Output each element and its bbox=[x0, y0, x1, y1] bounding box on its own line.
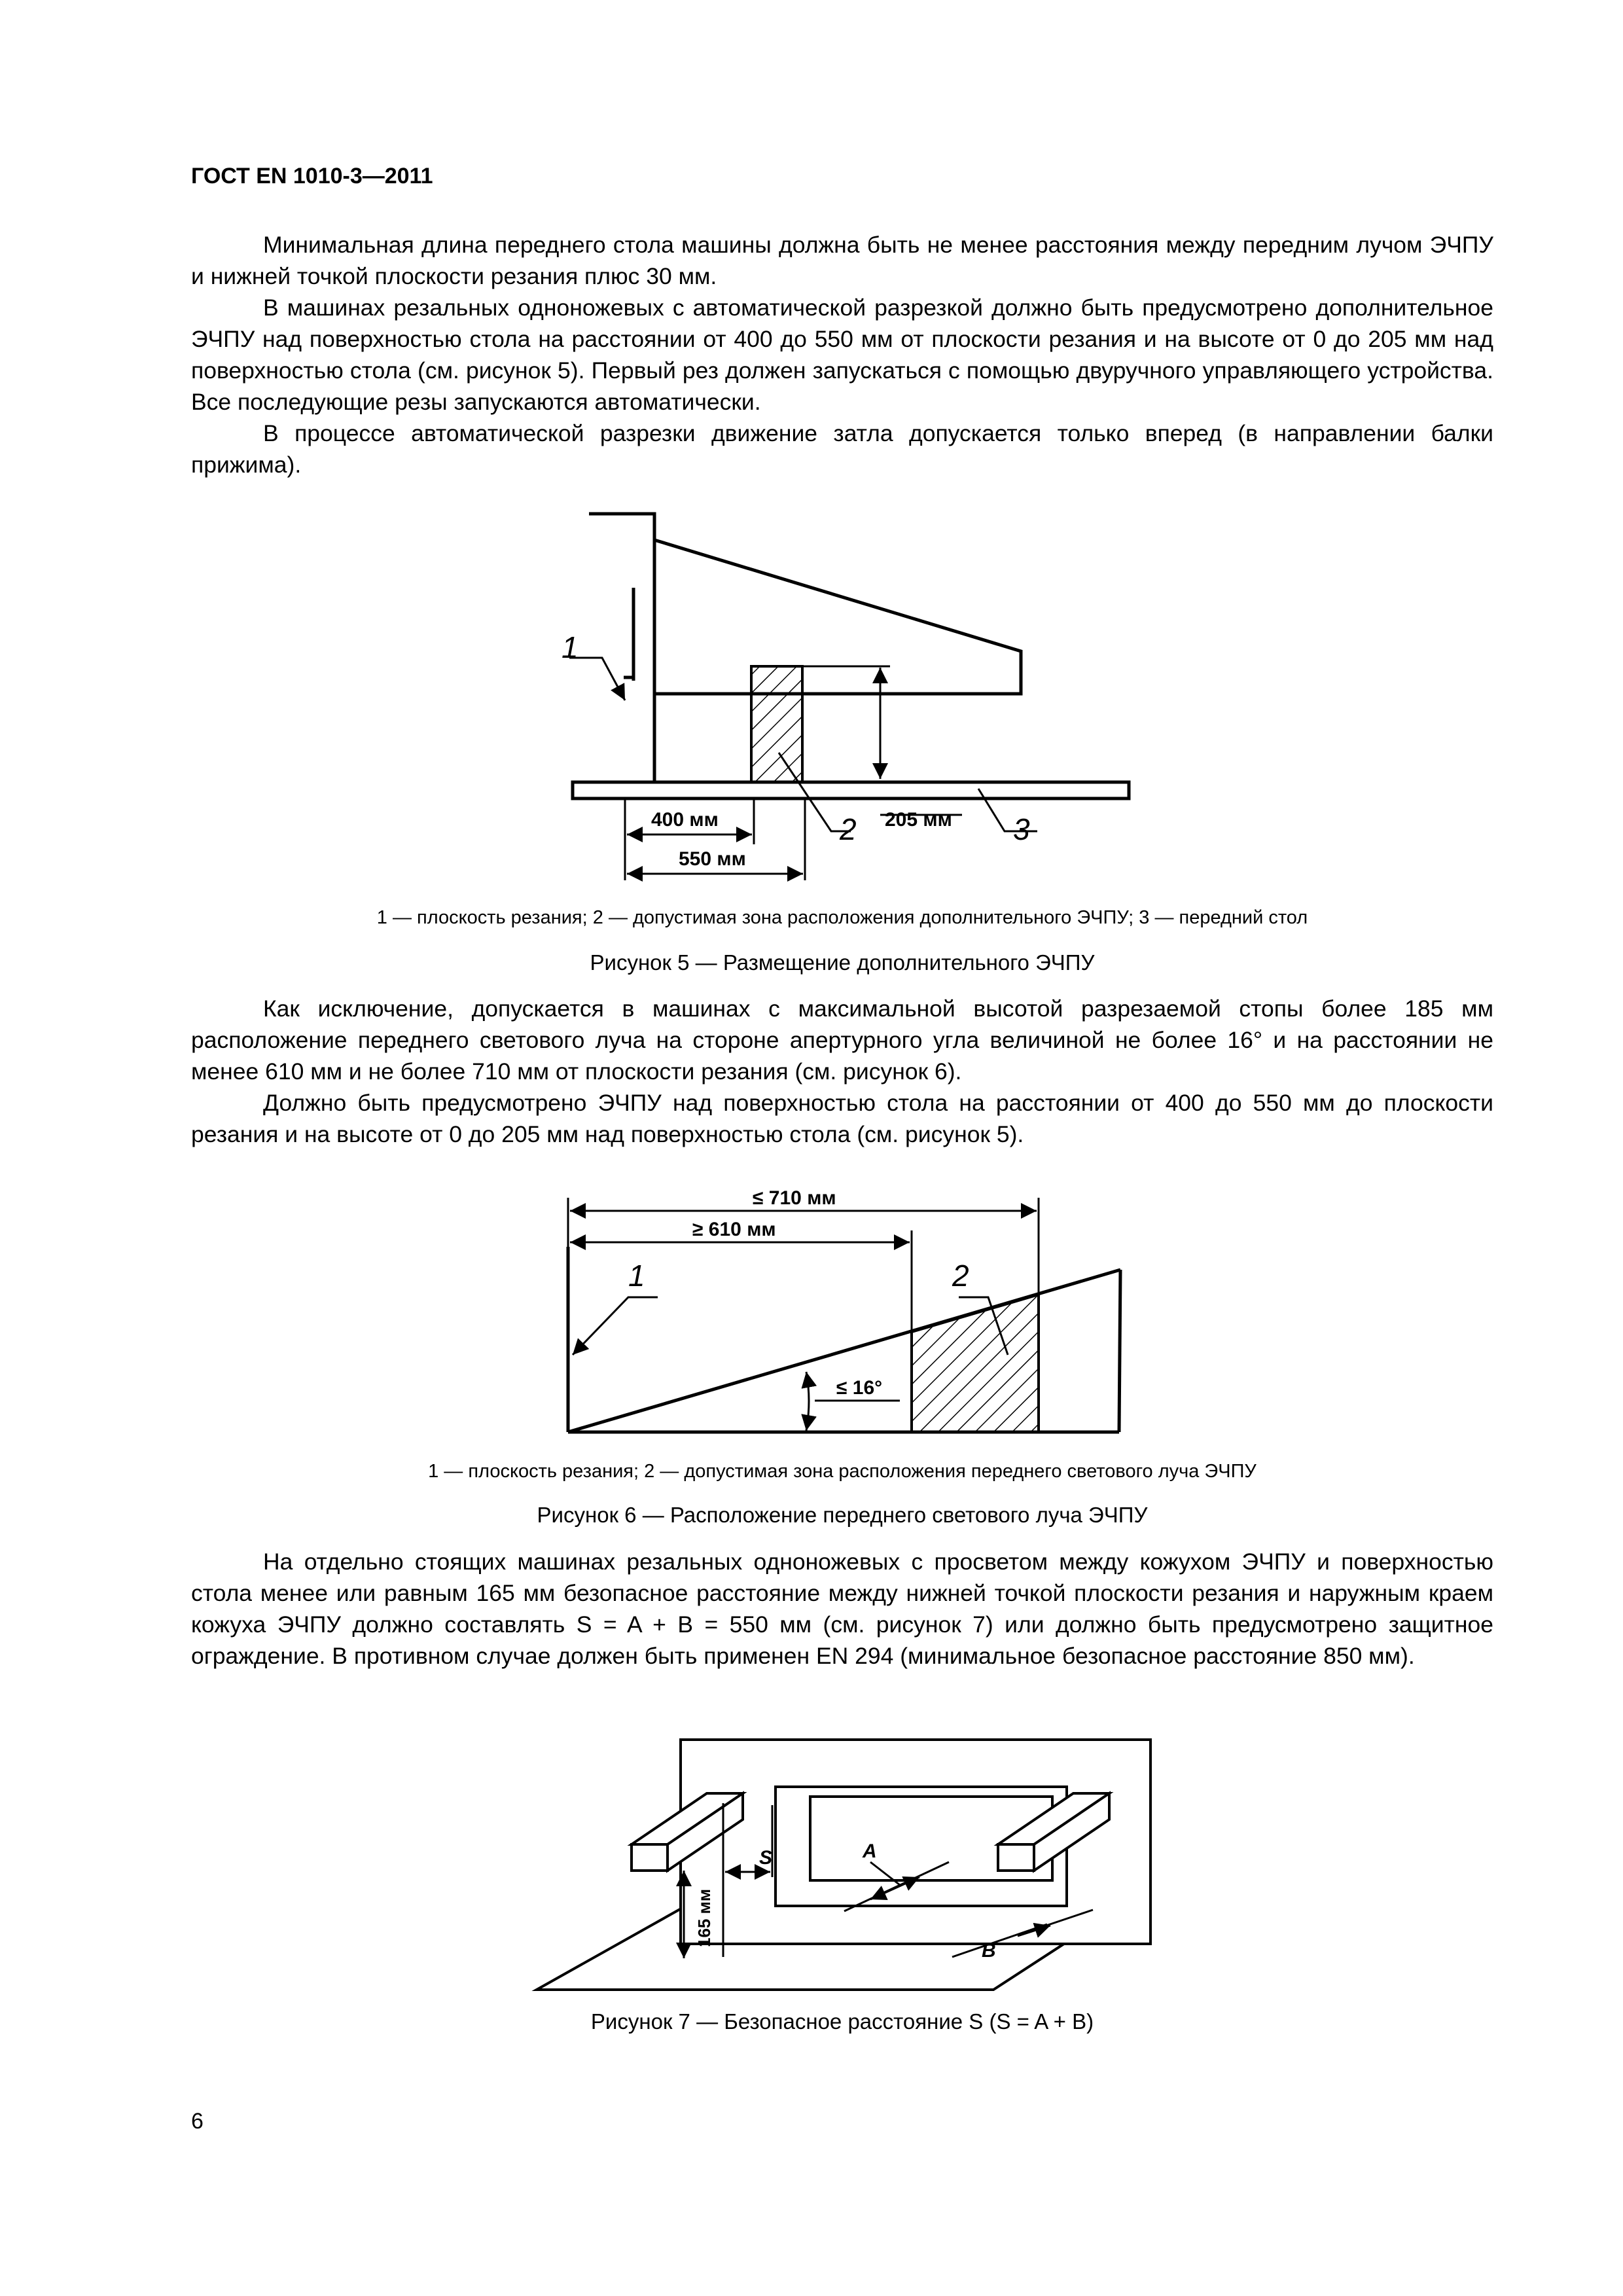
figure-6-diagram bbox=[0, 1178, 1623, 1466]
fig6-angle: ≤ 16° bbox=[836, 1377, 883, 1399]
figure-5-legend: 1 — плоскость резания; 2 — допустимая зона расположения дополнительного ЭЧПУ; 3 — передний стол bbox=[376, 907, 1308, 928]
fig5-dim-205: 205 мм bbox=[885, 809, 952, 831]
paragraph-exception: Как исключение, допускается в машинах с максимальной высотой разрезаемой стопы более 185 мм расположение переднего светового луча на стороне апертурного угла величиной не более 16° и на расстоянии не менее 610 мм и не более 710 мм от плоскости резания (см. рисунок 6). bbox=[191, 996, 1493, 1085]
fig6-dim-710: ≤ 710 мм bbox=[753, 1187, 836, 1209]
fig7-dim-165: 165 мм bbox=[694, 1888, 714, 1947]
paragraph-automatic-cutting: В машинах резальных одноножевых с автоматической разрезкой должно быть предусмотрено дополнительное ЭЧПУ над поверхностью стола на расстоянии от 400 до 550 мм от плоскости резания и на высоте от 0 до 205 мм над поверхностью стола (см. рисунок 5). Первый рез должен запускаться с помощью двуручного управляющего устройства. Все последующие резы запускаются автоматически. bbox=[191, 295, 1493, 415]
paragraph-front-table-length: Минимальная длина переднего стола машины должна быть не менее расстояния между передним лучом ЭЧПУ и нижней точкой плоскости резания плюс 30 мм. bbox=[191, 232, 1493, 289]
paragraph-safety-distance: На отдельно стоящих машинах резальных одноножевых с просветом между кожухом ЭЧПУ и поверхностью стола менее или равным 165 мм безопасное расстояние между нижней точкой плоскости резания и наружным краем кожуха ЭЧПУ должно составлять S = A + B = 550 мм (см. рисунок 7) или должно быть предусмотрено защитное ограждение. В противном случае должен быть применен EN 294 (минимальное безопасное расстояние 850 мм). bbox=[191, 1549, 1493, 1669]
fig6-label-2: 2 bbox=[952, 1259, 969, 1293]
fig5-dim-550: 550 мм bbox=[679, 848, 746, 870]
fig5-dim-400: 400 мм bbox=[651, 809, 719, 831]
fig5-label-2: 2 bbox=[840, 812, 857, 846]
figure-5-diagram bbox=[0, 497, 1623, 903]
figure-6-legend: 1 — плоскость резания; 2 — допустимая зона расположения переднего светового луча ЭЧПУ bbox=[428, 1461, 1257, 1482]
paragraph-automatic-movement: В процессе автоматической разрезки движение затла допускается только вперед (в направлении балки прижима). bbox=[191, 420, 1493, 478]
fig6-dim-610: ≥ 610 мм bbox=[692, 1219, 776, 1240]
paragraph-additional-device: Должно быть предусмотрено ЭЧПУ над поверхностью стола на расстоянии от 400 до 550 мм до плоскости резания и на высоте от 0 до 205 мм над поверхностью стола (см. рисунок 5). bbox=[191, 1090, 1493, 1147]
fig5-label-3: 3 bbox=[1013, 812, 1030, 846]
fig7-label-b: B bbox=[982, 1940, 996, 1962]
figure-7-caption: Рисунок 7 — Безопасное расстояние S (S = A + B) bbox=[590, 2009, 1094, 2034]
fig7-label-s: S bbox=[759, 1847, 773, 1869]
document-header: ГОСТ EN 1010-3—2011 bbox=[191, 164, 433, 188]
figure-6-caption: Рисунок 6 — Расположение переднего светового луча ЭЧПУ bbox=[537, 1503, 1148, 1527]
fig7-label-a: A bbox=[863, 1840, 877, 1862]
fig6-label-1: 1 bbox=[628, 1259, 645, 1293]
fig5-label-1: 1 bbox=[562, 630, 579, 664]
figure-7-diagram bbox=[0, 1728, 1623, 2003]
figure-5-caption: Рисунок 5 — Размещение дополнительного ЭЧПУ bbox=[590, 950, 1095, 975]
page-number: 6 bbox=[191, 2109, 204, 2134]
